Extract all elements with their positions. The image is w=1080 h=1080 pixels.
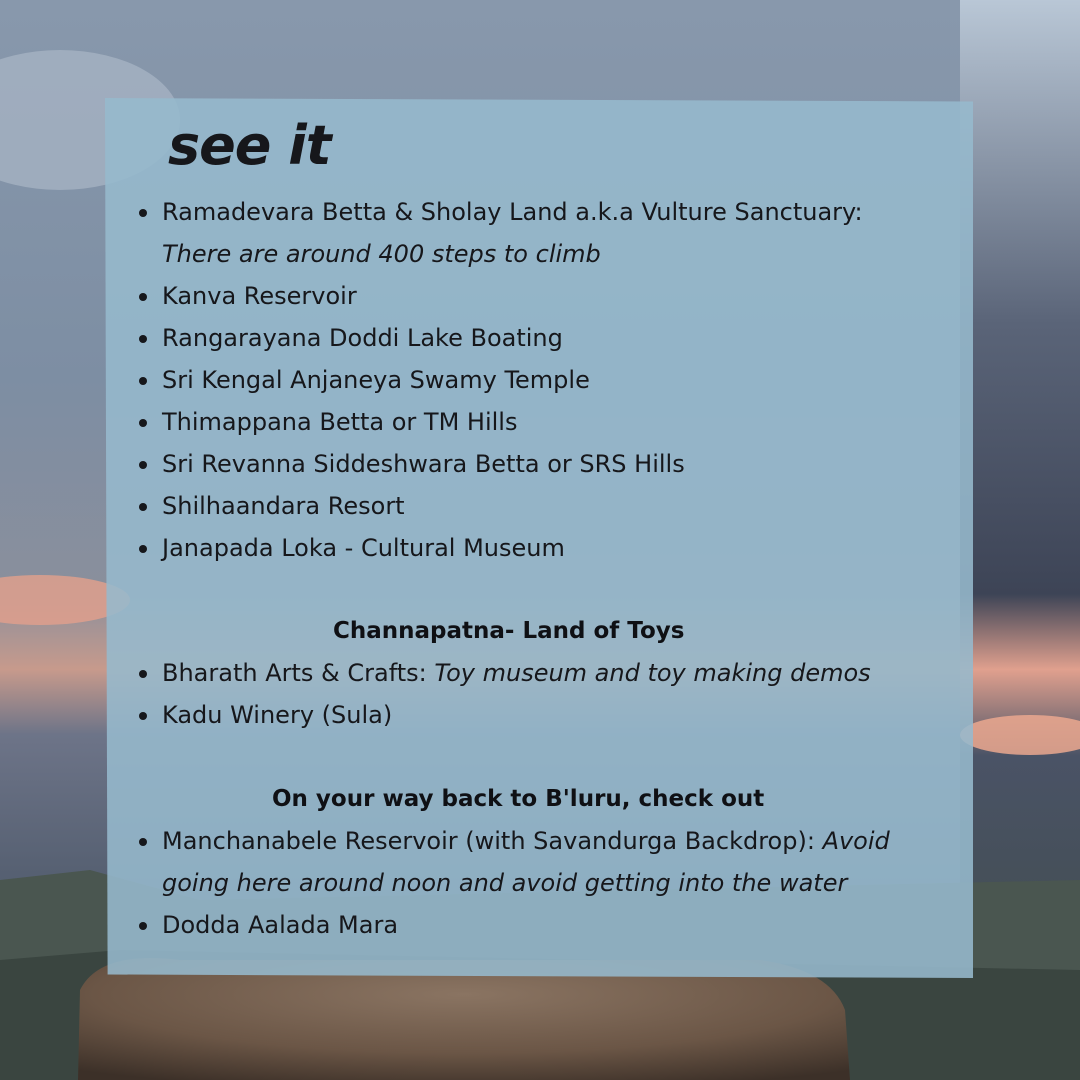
list-item: Thimappana Betta or TM Hills <box>162 401 952 443</box>
list-item: Dodda Aalada Mara <box>162 904 952 946</box>
list-item-note: There are around 400 steps to climb <box>162 240 601 268</box>
way-back-heading: On your way back to B'luru, check out <box>272 786 765 812</box>
list-item-note: going here around noon and avoid getting into the water <box>162 869 848 897</box>
list-item: Shilhaandara Resort <box>162 485 952 527</box>
list-item: Janapada Loka - Cultural Museum <box>162 527 952 569</box>
list-item: Kadu Winery (Sula) <box>162 694 952 736</box>
channapatna-list <box>162 652 952 736</box>
list-item: Ramadevara Betta & Sholay Land a.k.a Vulture Sanctuary: <box>162 191 952 233</box>
page-title: see it <box>168 114 331 177</box>
list-item: Sri Revanna Siddeshwara Betta or SRS Hills <box>162 443 952 485</box>
list-item: Sri Kengal Anjaneya Swamy Temple <box>162 359 952 401</box>
list-item: Kanva Reservoir <box>162 275 952 317</box>
list-item: Manchanabele Reservoir (with Savandurga Backdrop): Avoid <box>162 820 952 862</box>
way-back-list <box>162 820 952 946</box>
see-it-list <box>162 191 952 569</box>
list-item: Rangarayana Doddi Lake Boating <box>162 317 952 359</box>
list-item: Bharath Arts & Crafts: Toy museum and toy making demos <box>162 652 952 694</box>
channapatna-heading: Channapatna- Land of Toys <box>333 618 685 644</box>
